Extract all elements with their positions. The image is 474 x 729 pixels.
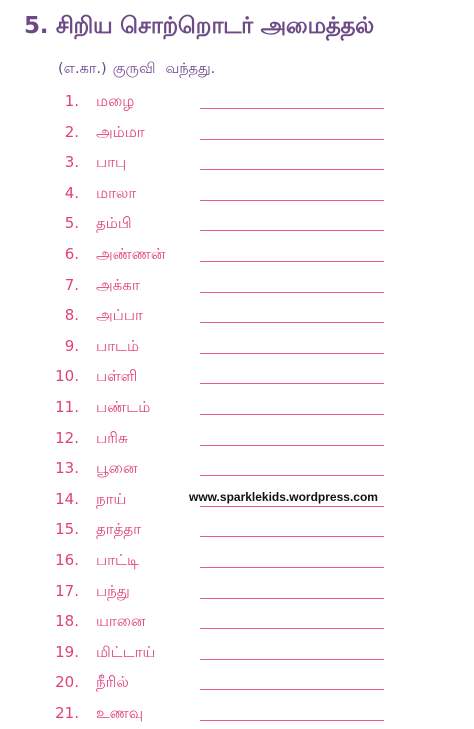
answer-blank-line[interactable] xyxy=(200,261,384,262)
item-word: நீரில் xyxy=(96,673,129,692)
item-number: 15. xyxy=(55,520,79,539)
item-number: 11. xyxy=(55,397,79,416)
item-number: 12. xyxy=(55,428,79,447)
watermark-url: www.sparklekids.wordpress.com xyxy=(189,490,378,504)
item-word: அண்ணன் xyxy=(96,244,166,263)
item-word: மிட்டாய் xyxy=(96,642,156,661)
item-number: 5. xyxy=(64,214,79,233)
item-number: 17. xyxy=(55,581,79,600)
answer-blank-line[interactable] xyxy=(200,567,384,568)
answer-blank-line[interactable] xyxy=(200,598,384,599)
item-number: 6. xyxy=(64,244,79,263)
list-item xyxy=(0,209,474,240)
answer-blank-line[interactable] xyxy=(200,506,384,507)
answer-blank-line[interactable] xyxy=(200,292,384,293)
answer-blank-line[interactable] xyxy=(200,536,384,537)
list-item xyxy=(0,179,474,210)
list-item xyxy=(0,240,474,271)
item-word: பாபு xyxy=(96,153,127,172)
item-word: நாய் xyxy=(96,489,127,508)
item-word: பாட்டி xyxy=(96,550,139,569)
answer-blank-line[interactable] xyxy=(200,720,384,721)
list-item xyxy=(0,148,474,179)
answer-blank-line[interactable] xyxy=(200,353,384,354)
list-item xyxy=(0,515,474,546)
answer-blank-line[interactable] xyxy=(200,108,384,109)
item-word: அக்கா xyxy=(96,275,140,294)
list-item xyxy=(0,454,474,485)
item-number: 21. xyxy=(55,703,79,722)
answer-blank-line[interactable] xyxy=(200,689,384,690)
item-number: 4. xyxy=(64,183,79,202)
item-word: பூனை xyxy=(96,459,138,478)
item-number: 14. xyxy=(55,489,79,508)
list-item xyxy=(0,424,474,455)
item-number: 20. xyxy=(55,673,79,692)
item-word: மழை xyxy=(96,92,135,110)
list-item xyxy=(0,546,474,577)
item-number: 9. xyxy=(64,336,79,355)
answer-blank-line[interactable] xyxy=(200,200,384,201)
item-word: தம்பி xyxy=(96,214,132,233)
item-word: அப்பா xyxy=(96,306,143,325)
list-item xyxy=(0,699,474,729)
item-number: 3. xyxy=(64,153,79,172)
answer-blank-line[interactable] xyxy=(200,414,384,415)
item-word: மாலா xyxy=(96,183,137,202)
item-word: பள்ளி xyxy=(96,367,138,386)
list-item xyxy=(0,301,474,332)
item-word: அம்மா xyxy=(96,122,145,141)
answer-blank-line[interactable] xyxy=(200,445,384,446)
item-number: 18. xyxy=(55,612,79,631)
item-number: 2. xyxy=(64,122,79,141)
list-item xyxy=(0,118,474,149)
list-item xyxy=(0,577,474,608)
answer-blank-line[interactable] xyxy=(200,475,384,476)
example-label: (எ.கா.) xyxy=(58,61,107,77)
item-word: யானை xyxy=(96,612,146,631)
example-completion: வந்தது. xyxy=(165,61,216,77)
item-word: உணவு xyxy=(96,703,144,722)
answer-blank-line[interactable] xyxy=(200,230,384,231)
answer-blank-line[interactable] xyxy=(200,169,384,170)
answer-blank-line[interactable] xyxy=(200,322,384,323)
list-item xyxy=(0,362,474,393)
item-word: பாடம் xyxy=(96,336,140,355)
item-word: பண்டம் xyxy=(96,397,151,416)
item-word: பந்து xyxy=(96,581,130,600)
item-number: 10. xyxy=(55,367,79,386)
item-word: தாத்தா xyxy=(96,520,141,539)
list-item xyxy=(0,638,474,669)
page-title: 5. சிறிய சொற்றொடர் அமைத்தல் xyxy=(24,13,374,39)
list-item xyxy=(0,607,474,638)
list-item xyxy=(0,87,474,118)
item-word: பரிசு xyxy=(96,428,128,447)
answer-blank-line[interactable] xyxy=(200,383,384,384)
list-item xyxy=(0,271,474,302)
answer-blank-line[interactable] xyxy=(200,139,384,140)
item-number: 13. xyxy=(55,459,79,478)
item-number: 16. xyxy=(55,550,79,569)
example-sentence xyxy=(58,58,215,80)
list-item xyxy=(0,332,474,363)
item-number: 7. xyxy=(64,275,79,294)
list-item xyxy=(0,393,474,424)
item-number: 8. xyxy=(64,306,79,325)
item-number: 19. xyxy=(55,642,79,661)
exercise-list xyxy=(0,87,474,729)
item-number: 1. xyxy=(64,92,79,110)
answer-blank-line[interactable] xyxy=(200,659,384,660)
list-item xyxy=(0,668,474,699)
answer-blank-line[interactable] xyxy=(200,628,384,629)
example-word: குருவி xyxy=(112,61,156,77)
